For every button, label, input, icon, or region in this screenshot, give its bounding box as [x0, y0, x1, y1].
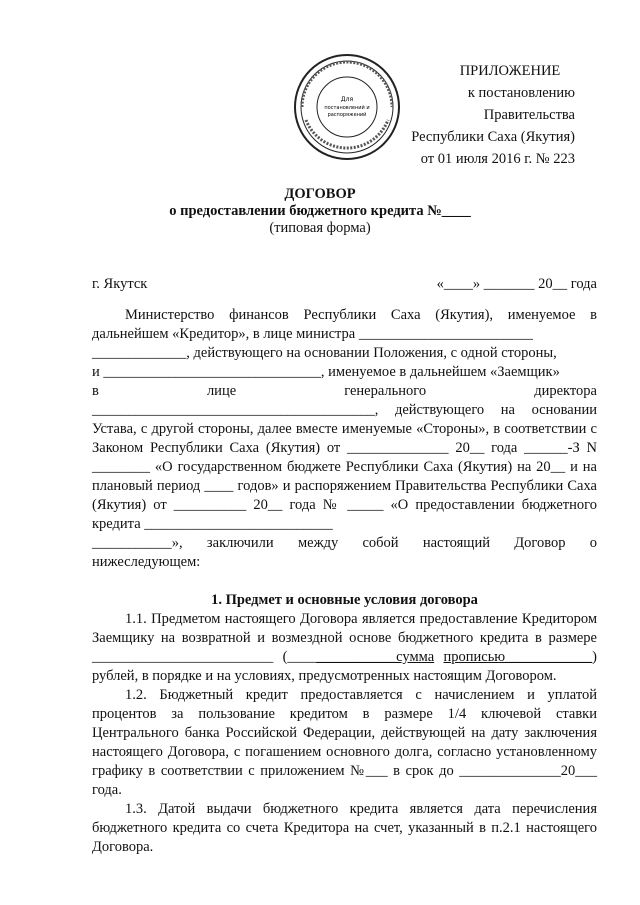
city: г. Якутск [92, 276, 148, 292]
seal-text-1: Для [340, 96, 354, 103]
appendix-line-2: Республики Саха (Якутия) [411, 129, 575, 145]
preamble-5: _______________________________________, действующего на основании Устава, с другой стороны, далее вместе именуемые «Стороны», в соответствии с Законом Республики Саха (Якутия) от ______________ 20__ года ______-З N ________ «О государственном бюджете Республики Саха (Якутия) на 20__ и на плановый период ____ годов» и распоряжением Правительства Республики Саха (Якутия) от __________ 20__ года № _____ «О предоставлении бюджетного кредита __________________________ [92, 402, 597, 532]
preamble-1: Министерство финансов Республики Саха (Якутия), именуемое в дальнейшем «Кредитор», в лице министра ________________________ [92, 307, 597, 342]
preamble-2: _____________, действующего на основании Положения, с одной стороны, [92, 345, 557, 361]
appendix-line-1: к постановлению Правительства [467, 85, 575, 123]
section-1-heading: 1. Предмет и основные условия договора [211, 592, 478, 608]
document-form-note: (типовая форма) [269, 220, 371, 236]
document-subtitle: о предоставлении бюджетного кредита №____ [169, 203, 471, 219]
document-title: ДОГОВОР [284, 186, 356, 202]
appendix-line-3: от 01 июля 2016 г. № 223 [420, 151, 575, 167]
clause-1-1-amount-words-b: прописью____________ [443, 649, 593, 665]
appendix-header [375, 60, 595, 170]
document-title-block [0, 186, 640, 237]
document-body [92, 306, 597, 857]
clause-1-1-text-b: ) рублей, в порядке и на условиях, предусмотренных настоящим Договором. [92, 649, 597, 684]
clause-1-1-amount-words-a: ___________сумма [316, 649, 435, 665]
preamble-3: и ______________________________, именуемое в дальнейшем «Заемщик» [92, 364, 560, 380]
place-date-line [92, 276, 597, 293]
clause-1-1-text-a: 1.1. Предметом настоящего Договора является предоставление Кредитором Заемщику на возвратной и возмездной основе бюджетного кредита в размере _________________________ (____ [92, 611, 597, 665]
appendix-title: ПРИЛОЖЕНИЕ [459, 63, 561, 79]
preamble-4: в лице генерального директора [92, 383, 597, 399]
clause-1-2: 1.2. Бюджетный кредит предоставляется с начислением и уплатой процентов за пользование кредитом в размере 1/4 ключевой ставки Центрального банка Российской Федерации, действующей на дату заключения настоящего Договора, с погашением основного долга, согласно установленному графику в соответствии с приложением №___ в срок до ______________20___ года. [92, 687, 597, 798]
preamble-7: нижеследующем: [92, 554, 201, 570]
preamble-6: ___________», заключили между собой настоящий Договор о [92, 535, 597, 551]
clause-1-3: 1.3. Датой выдачи бюджетного кредита является дата перечисления бюджетного кредита со счета Кредитора на счет, указанный в п.2.1 настоящего Договора. [92, 801, 597, 855]
seal-text-3: распоряжений [327, 112, 367, 118]
contract-date: «____» _______ 20__ года [436, 276, 597, 292]
seal-text-2: постановлений и [324, 105, 370, 111]
clause-1-1 [92, 610, 597, 686]
